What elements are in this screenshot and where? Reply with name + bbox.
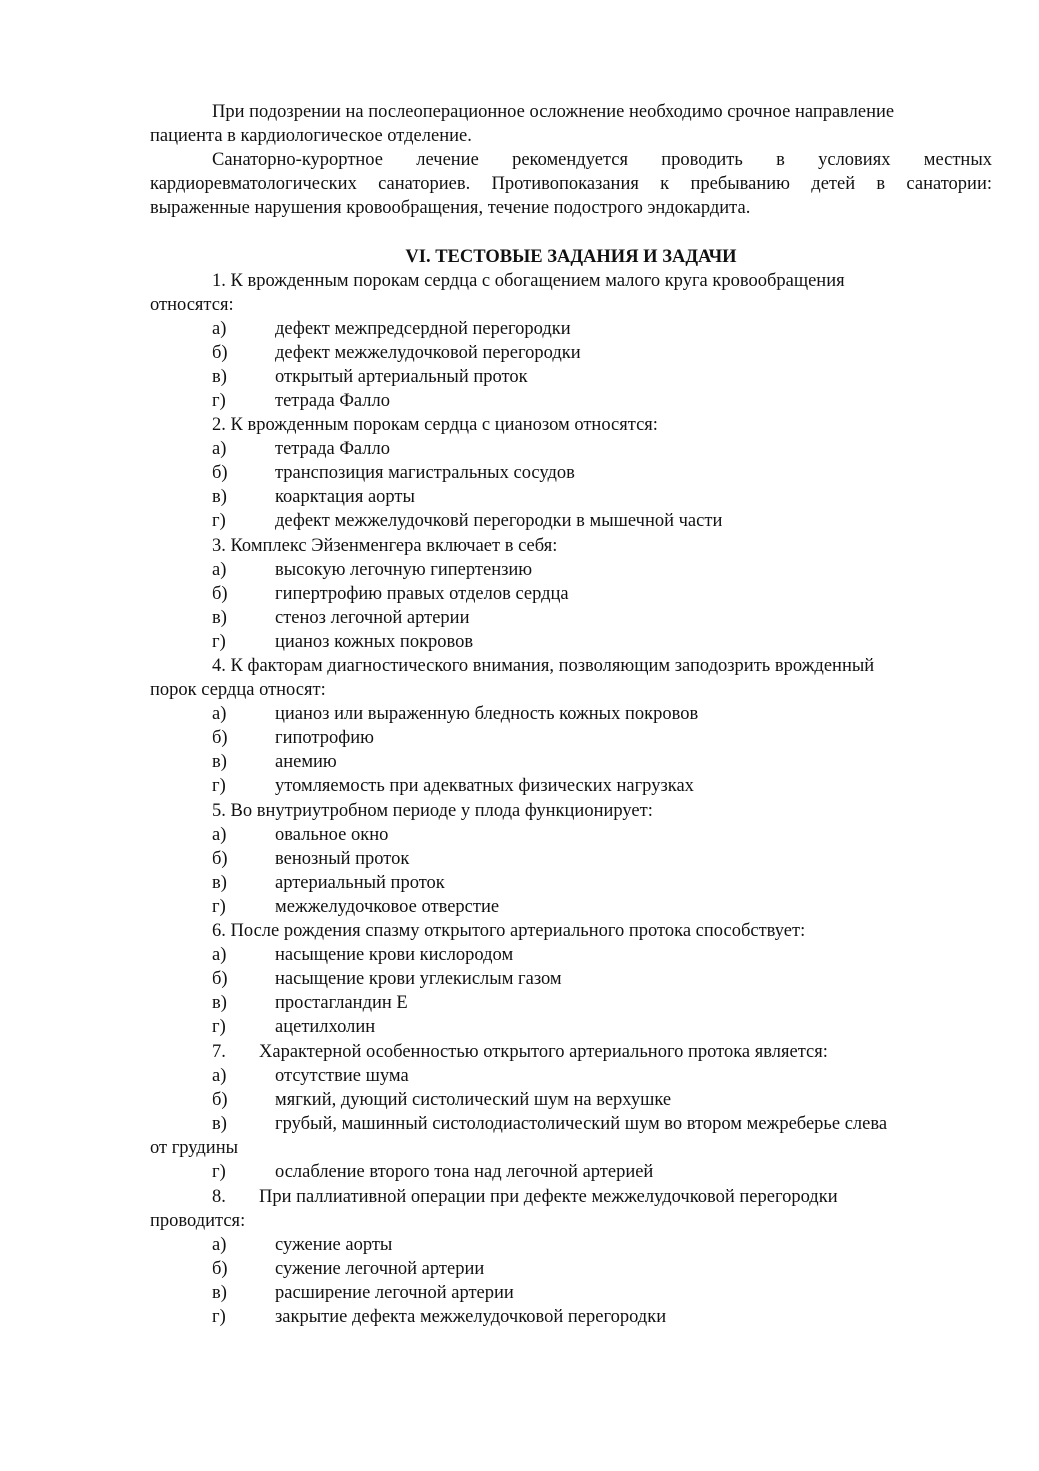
question-number: 6. — [212, 921, 226, 941]
option-text: сужение аорты — [275, 1235, 393, 1255]
option-text: утомляемость при адекватных физических нагрузках — [275, 776, 694, 796]
option-text: дефект межжелудочковй перегородки в мышечной части — [275, 511, 723, 531]
intro-p1-line-1: При подозрении на послеоперационное осложнение необходимо срочное направление — [212, 102, 895, 122]
question-number: 4. — [212, 656, 226, 676]
option-text: артериальный проток — [275, 873, 445, 893]
question-text: К факторам диагностического внимания, позволяющим заподозрить врожденный — [230, 656, 875, 676]
option-text: открытый артериальный проток — [275, 367, 528, 387]
option-text: дефект межжелудочковой перегородки — [275, 343, 581, 363]
intro-paragraph-2 — [150, 148, 992, 220]
question-text: После рождения спазму открытого артериального протока способствует: — [230, 921, 806, 941]
option-text: отсутствие шума — [275, 1066, 409, 1086]
option-letter: г) — [212, 1017, 226, 1037]
question-text: Комплекс Эйзенменгера включает в себя: — [230, 536, 558, 556]
question-text: К врожденным порокам сердца с обогащением малого круга кровообращения — [230, 271, 845, 291]
option-letter: в) — [212, 993, 227, 1013]
option-text: грубый, машинный систолодиастолический шум во втором межреберье слева — [275, 1114, 888, 1134]
question-number: 5. — [212, 801, 226, 821]
question-4-continuation: порок сердца относят: — [150, 680, 326, 700]
option-letter: в) — [212, 752, 227, 772]
option-letter: б) — [212, 343, 228, 363]
option-letter: г) — [212, 632, 226, 652]
option-letter: в) — [212, 487, 227, 507]
option-letter: в) — [212, 367, 227, 387]
option-text: венозный проток — [275, 849, 410, 869]
option-letter: б) — [212, 969, 228, 989]
option-text: цианоз или выраженную бледность кожных покровов — [275, 704, 699, 724]
question-6 — [212, 919, 805, 943]
option-letter: а) — [212, 1235, 227, 1255]
option-text: насыщение крови углекислым газом — [275, 969, 562, 989]
option-text: расширение легочной артерии — [275, 1283, 514, 1303]
option-text: мягкий, дующий систолический шум на верхушке — [275, 1090, 672, 1110]
option-text: высокую легочную гипертензию — [275, 560, 533, 580]
question-3 — [212, 534, 557, 558]
option-letter: а) — [212, 704, 227, 724]
option-letter: б) — [212, 1090, 228, 1110]
option-text: коарктация аорты — [275, 487, 415, 507]
option-letter: а) — [212, 945, 227, 965]
option-text: закрытие дефекта межжелудочковой перегородки — [275, 1307, 667, 1327]
option-text: гипотрофию — [275, 728, 374, 748]
option-letter: г) — [212, 1162, 226, 1182]
question-1-continuation: относятся: — [150, 295, 234, 315]
option-text: анемию — [275, 752, 337, 772]
question-7-text: Характерной особенностью открытого артериального протока является: — [259, 1042, 828, 1062]
question-2 — [212, 413, 658, 437]
option-letter: г) — [212, 776, 226, 796]
option-letter: а) — [212, 825, 227, 845]
option-letter: г) — [212, 897, 226, 917]
question-1 — [212, 269, 845, 293]
option-text: гипертрофию правых отделов сердца — [275, 584, 569, 604]
question-8-text: При паллиативной операции при дефекте межжелудочковой перегородки — [259, 1187, 838, 1207]
option-letter: в) — [212, 1283, 227, 1303]
option-text: межжелудочковое отверстие — [275, 897, 500, 917]
option-text: насыщение крови кислородом — [275, 945, 514, 965]
question-number: 2. — [212, 415, 226, 435]
option-letter: в) — [212, 1114, 227, 1134]
option-text: транспозиция магистральных сосудов — [275, 463, 575, 483]
section-heading: VI. ТЕСТОВЫЕ ЗАДАНИЯ И ЗАДАЧИ — [405, 247, 737, 267]
option-text: ацетилхолин — [275, 1017, 376, 1037]
option-text: тетрада Фалло — [275, 391, 391, 411]
intro-p2-line-2: кардиоревматологических санаториев. Противопоказания к пребыванию детей в санатории: — [150, 174, 992, 194]
option-letter: а) — [212, 1066, 227, 1086]
option-text: тетрада Фалло — [275, 439, 391, 459]
option-letter: в) — [212, 608, 227, 628]
option-letter: б) — [212, 463, 228, 483]
question-number: 1. — [212, 271, 226, 291]
option-continuation: от грудины — [150, 1138, 239, 1158]
option-text: ослабление второго тона над легочной артерией — [275, 1162, 654, 1182]
question-text: Во внутриутробном периоде у плода функционирует: — [230, 801, 653, 821]
question-8-number: 8. — [212, 1187, 226, 1207]
intro-p2-line-3: выраженные нарушения кровообращения, течение подострого эндокардита. — [150, 198, 751, 218]
option-text: цианоз кожных покровов — [275, 632, 474, 652]
option-letter: а) — [212, 319, 227, 339]
option-letter: б) — [212, 728, 228, 748]
option-letter: г) — [212, 391, 226, 411]
option-letter: а) — [212, 439, 227, 459]
option-letter: б) — [212, 849, 228, 869]
question-4 — [212, 654, 874, 678]
option-text: простагландин Е — [275, 993, 408, 1013]
question-number: 3. — [212, 536, 226, 556]
option-letter: г) — [212, 1307, 226, 1327]
question-5 — [212, 799, 653, 823]
question-8-continuation: проводится: — [150, 1211, 246, 1231]
option-text: стеноз легочной артерии — [275, 608, 470, 628]
intro-p2-line-1: Санаторно-курортное лечение рекомендуется проводить в условиях местных — [212, 150, 992, 170]
option-text: овальное окно — [275, 825, 389, 845]
option-text: дефект межпредсердной перегородки — [275, 319, 571, 339]
question-7-number: 7. — [212, 1042, 226, 1062]
option-letter: б) — [212, 1259, 228, 1279]
option-letter: а) — [212, 560, 227, 580]
question-text: К врожденным порокам сердца с цианозом относятся: — [230, 415, 658, 435]
option-letter: г) — [212, 511, 226, 531]
option-letter: в) — [212, 873, 227, 893]
intro-p1-line-2: пациента в кардиологическое отделение. — [150, 126, 472, 146]
option-letter: б) — [212, 584, 228, 604]
intro-paragraph-1 — [150, 100, 992, 148]
option-text: сужение легочной артерии — [275, 1259, 485, 1279]
